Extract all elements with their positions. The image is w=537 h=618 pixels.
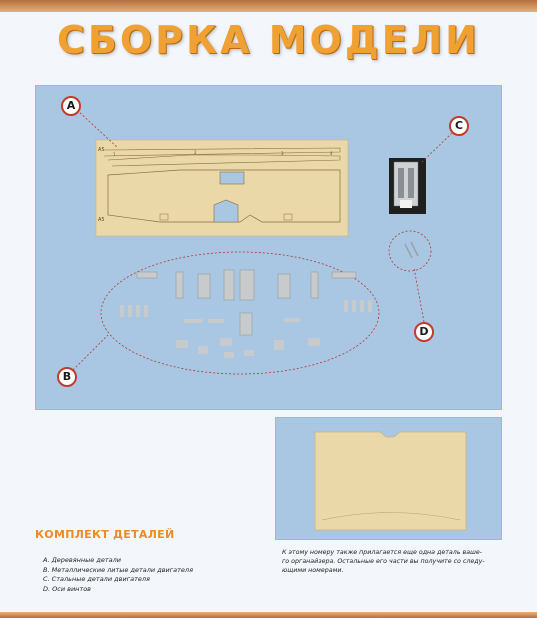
kit-list (43, 556, 193, 594)
page-title: СБОРКА МОДЕЛИ (57, 18, 480, 62)
kit-item-a: A. Деревянные детали (43, 556, 121, 564)
leader-line-c (422, 133, 452, 162)
note-line-1: К этому номеру также прилагается еще одна деталь ваше- (282, 549, 483, 556)
note-line-2: го органайзера. Остальные его части вы получите со следу- (282, 558, 485, 566)
organizer-note (282, 548, 507, 576)
leader-line-d (414, 268, 424, 322)
sheet-mark-4: 4 (330, 151, 333, 156)
sheet-mark-a5-bottom: A5 (98, 217, 105, 223)
note-line-3: ющими номерами. (282, 567, 344, 575)
sheet-mark-2: 2 (194, 150, 197, 155)
organizer-photo-panel (275, 417, 502, 540)
kit-item-d: D. Оси винтов (43, 584, 92, 593)
kit-item-b: B. Металлические литые детали двигателя (43, 565, 193, 574)
sheet-mark-a5-top: A5 (98, 147, 105, 153)
sheet-mark-1: 1 (113, 152, 116, 157)
bottom-frame (0, 612, 537, 618)
label-c: C (449, 116, 469, 136)
metal-cast-parts (101, 252, 379, 374)
label-d: D (414, 322, 434, 342)
label-b: B (57, 367, 77, 387)
leader-line-b (73, 335, 108, 370)
kit-item-c: C. Стальные детали двигателя (43, 575, 150, 583)
wooden-sheet (96, 140, 348, 236)
kit-heading: КОМПЛЕКТ ДЕТАЛЕЙ (35, 528, 175, 541)
label-a: A (61, 96, 81, 116)
sheet-mark-3: 3 (281, 151, 284, 156)
propeller-shafts (389, 231, 431, 271)
steel-engine-part (389, 158, 426, 214)
